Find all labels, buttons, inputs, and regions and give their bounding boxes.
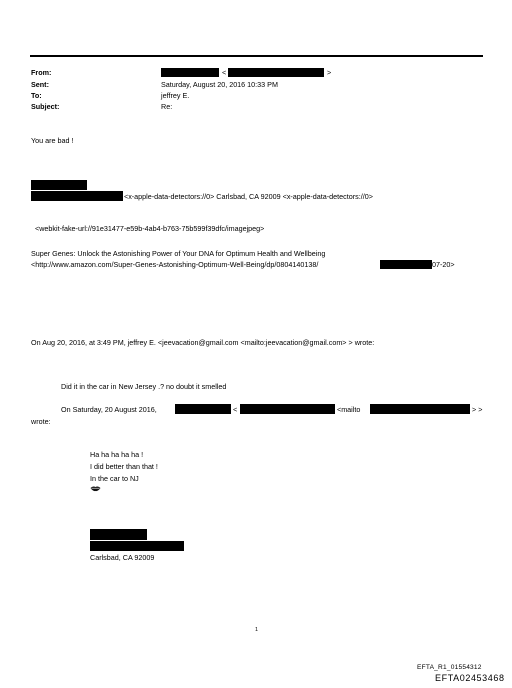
to-value: jeffrey E. — [161, 91, 190, 100]
subject-value: Re: — [161, 102, 173, 111]
to-label: To: — [31, 91, 42, 100]
redaction-url — [380, 260, 432, 269]
redaction-signature-2 — [31, 191, 123, 201]
footer-code-2: EFTA02453468 — [435, 673, 505, 683]
body-line-1: You are bad ! — [31, 136, 74, 145]
redaction-nested-email — [240, 404, 335, 414]
header-rule — [30, 55, 483, 57]
redaction-from-name — [161, 68, 219, 77]
quote-header: On Aug 20, 2016, at 3:49 PM, jeffrey E. <jeevacation@gmail.com <mailto:jeevacation@gmail.com> > wrote: — [31, 338, 375, 347]
redaction-reply-sig-1 — [90, 529, 147, 540]
footer-code-1: EFTA_R1_01554312 — [417, 664, 482, 671]
nested-lt: < — [233, 405, 238, 414]
from-lt: < — [222, 68, 227, 77]
reply-line-3: In the car to NJ — [90, 474, 139, 483]
subject-label: Subject: — [31, 102, 60, 111]
redaction-reply-sig-2 — [90, 541, 184, 551]
address-line: <x-apple-data-detectors://0> Carlsbad, CA 92009 <x-apple-data-detectors://0> — [124, 192, 373, 201]
redaction-signature-1 — [31, 180, 87, 190]
book-title: Super Genes: Unlock the Astonishing Power of Your DNA for Optimum Health and Wellbeing — [31, 249, 326, 258]
quote-line-1: Did it in the car in New Jersey .? no doubt it smelled — [61, 382, 227, 391]
webkit-line: <webkit-fake-url://91e31477-e59b-4ab4-b763-75b599f39dfc/imagejpeg> — [35, 224, 265, 233]
signature-city: Carlsbad, CA 92009 — [90, 553, 155, 562]
from-label: From: — [31, 68, 52, 77]
sent-label: Sent: — [31, 80, 49, 89]
redaction-from-email — [228, 68, 324, 77]
nested-mailto: <mailto — [337, 405, 361, 414]
sent-value: Saturday, August 20, 2016 10:33 PM — [161, 80, 278, 89]
nested-on: On Saturday, 20 August 2016, — [61, 405, 157, 414]
reply-line-2: I did better than that ! — [90, 462, 158, 471]
page-number: 1 — [255, 627, 259, 633]
book-url-start[interactable]: <http://www.amazon.com/Super-Genes-Astonishing-Optimum-Well-Being/dp/0804140138/ — [31, 260, 319, 269]
redaction-nested-name — [175, 404, 231, 414]
reply-line-1: Ha ha ha ha ha ! — [90, 450, 144, 459]
book-url-end: 07-20> — [432, 260, 455, 269]
nested-wrote: wrote: — [31, 417, 51, 426]
lips-emoji-icon — [90, 485, 101, 492]
from-gt: > — [327, 68, 332, 77]
redaction-nested-mailto — [370, 404, 470, 414]
nested-end: > > — [472, 405, 483, 414]
